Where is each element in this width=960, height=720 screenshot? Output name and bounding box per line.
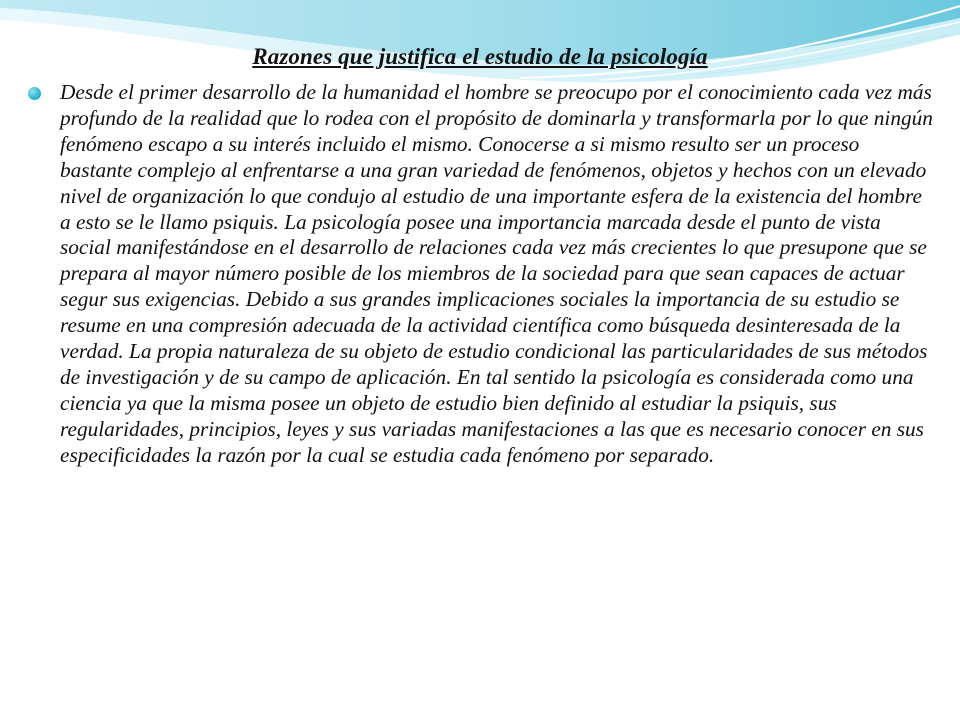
slide-title: Razones que justifica el estudio de la psicología	[252, 44, 708, 69]
bullet-item	[24, 80, 934, 469]
body-paragraph: Desde el primer desarrollo de la humanidad el hombre se preocupo por el conocimiento cada vez más profundo de la realidad que lo rodea con el propósito de dominarla y transformarla por lo que ningún fenómeno escapo a su interés incluido el mismo. Conocerse a si mismo resulto ser un proceso bastante complejo al enfrentarse a una gran variedad de fenómenos, objetos y hechos con un elevado nivel de organización lo que condujo al estudio de una importante esfera de la existencia del hombre a esto se le llamo psiquis. La psicología posee una importancia marcada desde el punto de vista social manifestándose en el desarrollo de relaciones cada vez más crecientes lo que presupone que se prepara al mayor número posible de los miembros de la sociedad para que sean capaces de actuar segur sus exigencias. Debido a sus grandes implicaciones sociales la importancia de su estudio se resume en una compresión adecuada de la actividad científica como búsqueda desinteresada de la verdad. La propia naturaleza de su objeto de estudio condicional las particularidades de sus métodos de investigación y de su campo de aplicación. En tal sentido la psicología es considerada como una ciencia ya que la misma posee un objeto de estudio bien definido al estudiar la psiquis, sus regularidades, principios, leyes y sus variadas manifestaciones a las que es necesario conocer en sus especificidades la razón por la cual se estudia cada fenómeno por separado.	[60, 80, 933, 467]
bullet-icon	[28, 87, 41, 100]
slide-content	[24, 80, 934, 469]
